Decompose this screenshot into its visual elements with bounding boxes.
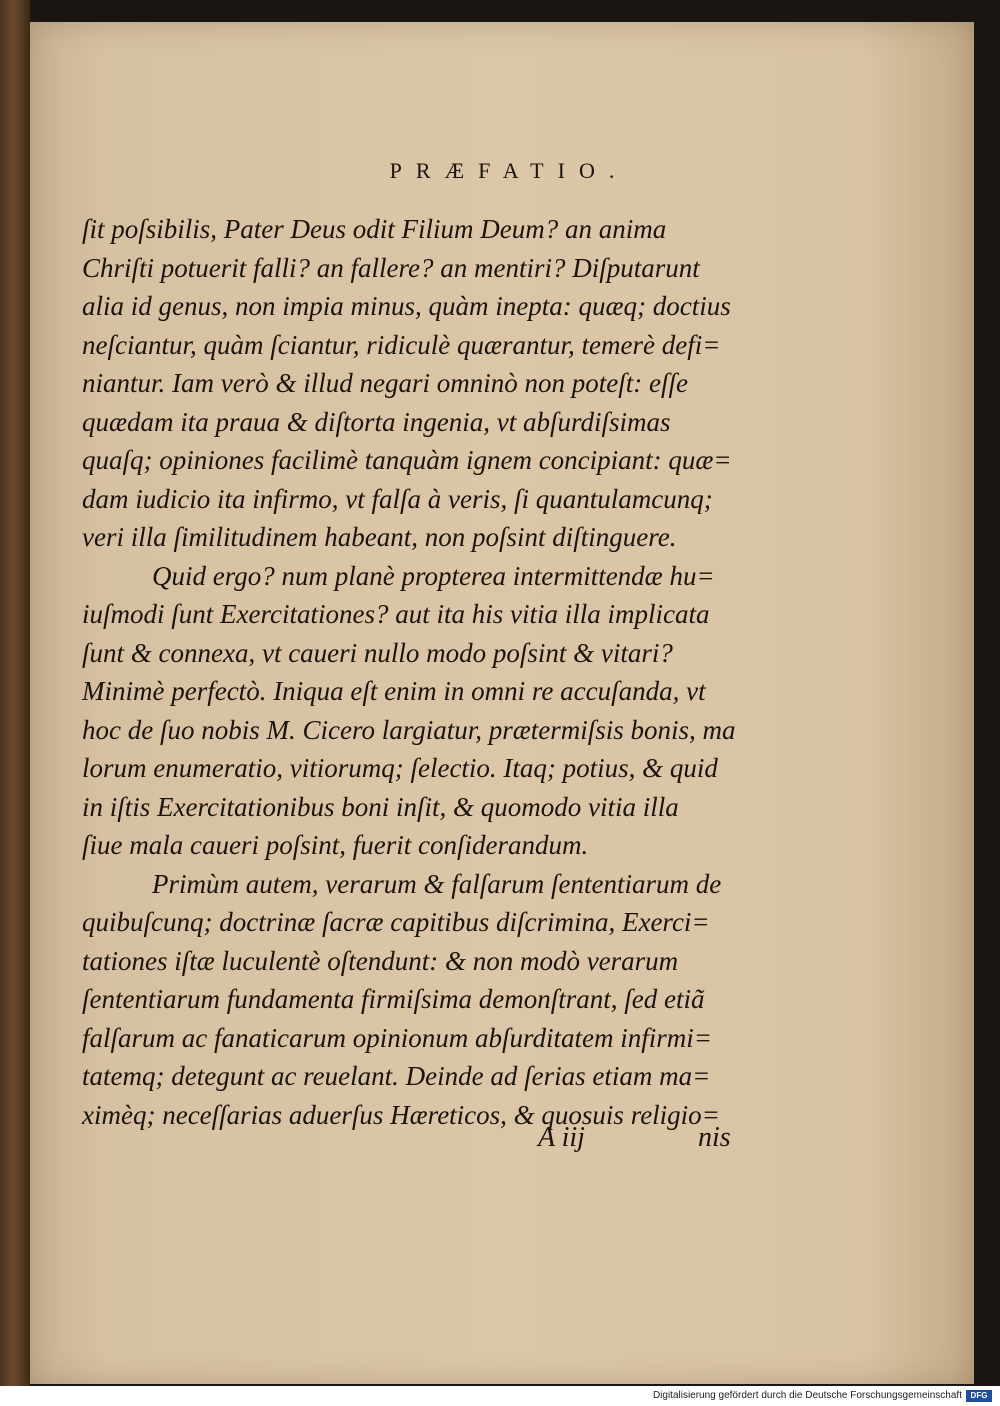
text-line: veri illa ſimilitudinem habeant, non poſsint diſtinguere.	[82, 522, 677, 552]
text-line: quibuſcunq; doctrinæ ſacræ capitibus diſcrimina, Exerci=	[82, 907, 710, 937]
signature-line	[30, 1122, 974, 1162]
body-text	[82, 210, 782, 1134]
text-line: Quid ergo? num planè propterea intermittendæ hu=	[152, 560, 715, 591]
text-line: alia id genus, non impia minus, quàm inepta: quæq; doctius	[82, 291, 731, 321]
text-line: hoc de ſuo nobis M. Cicero largiatur, prætermiſsis bonis, ma	[82, 714, 736, 745]
text-line: quædam ita praua & diſtorta ingenia, vt abſurdiſsimas	[82, 406, 671, 437]
text-line: tatemq; detegunt ac reuelant. Deinde ad ſerias etiam ma=	[82, 1061, 711, 1091]
text-line: iuſmodi ſunt Exercitationes? aut ita his vitia illa implicata	[82, 599, 710, 629]
footer-credit: Digitalisierung gefördert durch die Deutsche Forschungsgemeinschaft	[652, 1390, 962, 1401]
text-line: in iſtis Exercitationibus boni inſit, & quomodo vitia illa	[82, 791, 679, 822]
catchword: nis	[698, 1122, 731, 1153]
text-line: dam iudicio ita infirmo, vt falſa à veris, ſi quantulamcunq;	[82, 483, 713, 514]
text-line: lorum enumeratio, vitiorumq; ſelectio. Itaq; potius, & quid	[82, 753, 718, 783]
dfg-logo: DFG	[966, 1390, 992, 1402]
text-line: niantur. Iam verò & illud negari omninò non poteſt: eſſe	[82, 368, 688, 398]
signature-mark: A iij	[538, 1122, 585, 1153]
text-line: ſit poſsibilis, Pater Deus odit Filium Deum? an anima	[82, 214, 667, 244]
text-line: falſarum ac fanaticarum opinionum abſurditatem infirmi=	[82, 1022, 712, 1053]
book-page	[30, 22, 974, 1384]
text-line: ſiue mala caueri poſsint, fuerit conſiderandum.	[82, 830, 589, 860]
text-line: ſententiarum fundamenta firmiſsima demonſtrant, ſed etiã	[82, 984, 705, 1014]
text-line: tationes iſtæ luculentè oſtendunt: & non modò verarum	[82, 945, 679, 976]
binding-edge	[0, 0, 30, 1386]
text-line: ſunt & connexa, vt caueri nullo modo poſsint & vitari?	[82, 637, 673, 668]
text-line: Primùm autem, verarum & falſarum ſententiarum de	[152, 868, 722, 899]
text-line: ximèq; neceſſarias aduerſus Hæreticos, & quosuis religio=	[82, 1099, 720, 1130]
text-line: neſciantur, quàm ſciantur, ridiculè quærantur, temerè defi=	[82, 329, 721, 360]
footer-bar	[0, 1386, 1000, 1406]
running-head: PRÆFATIO.	[389, 158, 629, 183]
text-line: Minimè perfectò. Iniqua eſt enim in omni re accuſanda, vt	[82, 676, 706, 706]
text-line: quaſq; opiniones facilimè tanquàm ignem concipiant: quæ=	[82, 445, 732, 475]
text-line: Chriſti potuerit falli? an fallere? an mentiri? Diſputarunt	[82, 252, 700, 283]
